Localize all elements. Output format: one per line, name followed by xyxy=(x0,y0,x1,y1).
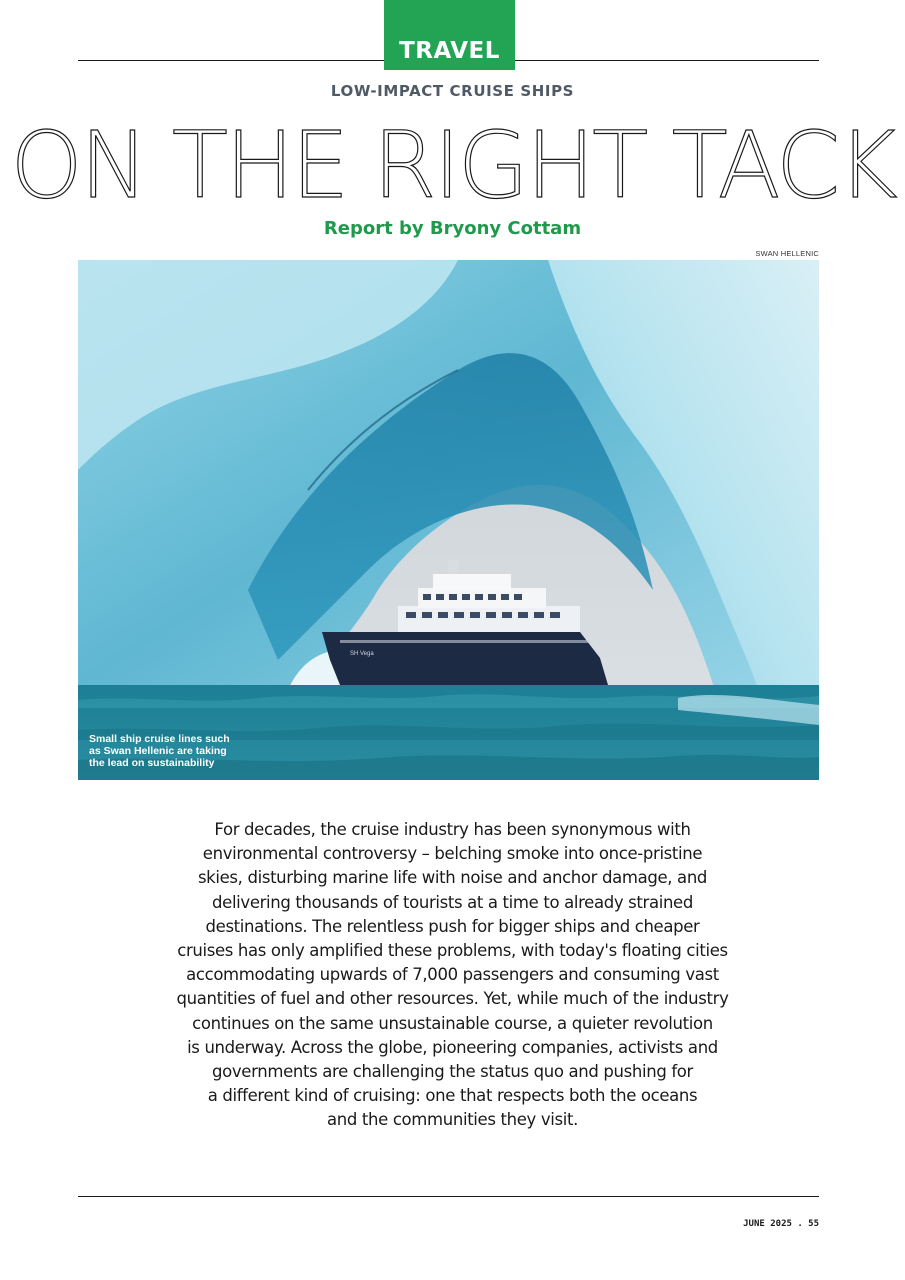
headline: ON THE RIGHT TACK xyxy=(10,112,895,219)
body-line: cruises has only amplified these problems, with today's floating cities xyxy=(177,941,728,961)
photo-credit: SWAN HELLENIC xyxy=(755,249,819,258)
ship-name: SH Vega xyxy=(350,651,374,657)
hero-photo xyxy=(78,260,819,780)
caption-line: Small ship cruise lines such xyxy=(89,733,230,745)
body-line: quantities of fuel and other resources. Yet, while much of the industry xyxy=(176,989,729,1009)
bottom-rule xyxy=(78,1196,819,1197)
body-line: environmental controversy – belching smoke into once-pristine xyxy=(202,844,703,864)
article-intro xyxy=(150,818,755,1133)
page-folio: JUNE 2025 . 55 xyxy=(743,1219,819,1229)
section-tab: TRAVEL xyxy=(384,0,515,70)
body-line: skies, disturbing marine life with noise and anchor damage, and xyxy=(197,868,708,888)
body-line: destinations. The relentless push for bigger ships and cheaper xyxy=(205,916,700,936)
body-line: accommodating upwards of 7,000 passengers and consuming vast xyxy=(186,965,719,985)
caption-line: the lead on sustainability xyxy=(89,757,215,769)
caption-line: as Swan Hellenic are taking xyxy=(89,745,227,757)
kicker: LOW-IMPACT CRUISE SHIPS xyxy=(330,82,575,100)
body-line: continues on the same unsustainable course, a quieter revolution xyxy=(192,1013,713,1033)
body-line: For decades, the cruise industry has been synonymous with xyxy=(214,820,691,839)
iceberg-arch-with-cruise-ship-photo xyxy=(78,260,819,780)
body-line: delivering thousands of tourists at a time to already strained xyxy=(212,892,693,912)
body-line: a different kind of cruising: one that respects both the oceans xyxy=(207,1086,698,1106)
body-line: is underway. Across the globe, pioneering companies, activists and xyxy=(187,1037,718,1057)
body-line: governments are challenging the status quo and pushing for xyxy=(212,1062,693,1082)
photo-caption xyxy=(89,733,239,769)
byline: Report by Bryony Cottam xyxy=(323,218,582,239)
body-line: and the communities they visit. xyxy=(327,1110,578,1130)
